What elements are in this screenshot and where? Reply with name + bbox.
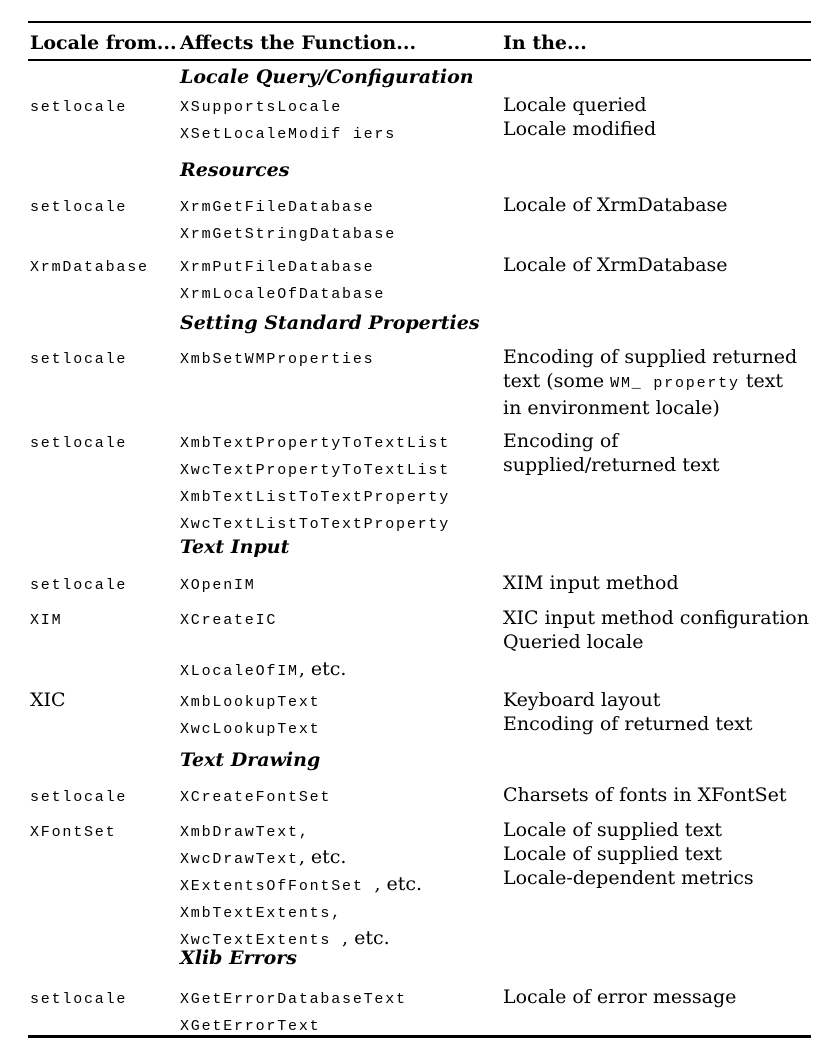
text-line (180, 985, 503, 1012)
text-line (503, 842, 810, 866)
body-text: text (some (503, 370, 611, 392)
code-text: XrmGetFileDatabase (180, 199, 375, 216)
text-line (503, 712, 810, 736)
body-text: , etc. (342, 927, 390, 949)
functions-cell (180, 783, 503, 810)
body-text: supplied/returned text (503, 454, 720, 476)
text-line (30, 985, 180, 1012)
code-text: XmbTextExtents, (180, 905, 343, 922)
code-text: setlocale (30, 99, 128, 116)
code-text: setlocale (30, 789, 128, 806)
text-line (503, 866, 810, 890)
body-text: Locale of supplied text (503, 819, 723, 841)
section-heading: Xlib Errors (180, 947, 297, 969)
text-line (180, 606, 503, 633)
text-line (180, 845, 503, 872)
text-line (503, 571, 810, 595)
code-text: XrmPutFileDatabase (180, 259, 375, 276)
table-row (30, 193, 810, 247)
locale-from-cell (30, 253, 180, 280)
locale-from-cell (30, 606, 180, 633)
section-heading: Setting Standard Properties (180, 312, 480, 334)
text-line (503, 606, 810, 630)
column-header-affects-function: Affects the Function... (180, 32, 417, 54)
locale-from-cell (30, 193, 180, 220)
code-text: XrmDatabase (30, 259, 149, 276)
locale-from-cell (30, 345, 180, 372)
text-line (503, 429, 810, 453)
code-text: XmbSetWMProperties (180, 351, 375, 368)
code-text: XLocaleOfIM (180, 663, 299, 680)
code-text: XOpenIM (180, 577, 256, 594)
code-text: XwcTextExtents (180, 932, 343, 949)
effects-cell (503, 688, 810, 736)
text-line (30, 253, 180, 280)
text-line (30, 345, 180, 372)
body-text: Locale queried (503, 94, 647, 116)
code-text: XIM (30, 612, 63, 629)
text-line (503, 117, 810, 141)
functions-cell (180, 345, 503, 372)
text-line (503, 369, 810, 396)
text-line (180, 510, 503, 537)
code-text: setlocale (30, 991, 128, 1008)
effects-cell (503, 253, 810, 277)
column-header-locale-from: Locale from... (30, 32, 177, 54)
body-text: , etc. (374, 873, 423, 895)
body-text: XIC input method configuration (503, 607, 809, 629)
text-line (503, 985, 810, 1009)
code-text: XwcTextListToTextProperty (180, 516, 451, 533)
body-text: Locale of XrmDatabase (503, 194, 728, 216)
body-text: text (739, 370, 784, 392)
text-line (180, 345, 503, 372)
code-text: XFontSet (30, 824, 117, 841)
text-line (503, 818, 810, 842)
effects-cell (503, 571, 810, 595)
text-line (503, 345, 810, 369)
text-line (180, 220, 503, 247)
section-heading: Resources (180, 159, 290, 181)
functions-cell (180, 571, 503, 598)
code-text: XwcTextPropertyToTextList (180, 462, 451, 479)
text-line (30, 606, 180, 633)
code-text: XSupportsLocale (180, 99, 343, 116)
code-text: XExtentsOfFontSet (180, 878, 375, 895)
functions-cell (180, 93, 503, 147)
section-heading: Text Input (180, 536, 290, 558)
text-line (180, 571, 503, 598)
body-text: Encoding of (503, 430, 619, 452)
column-header-in-the: In the... (503, 32, 587, 54)
text-line (503, 193, 810, 217)
code-text: XCreateIC (180, 612, 278, 629)
effects-cell (503, 818, 810, 890)
text-line (30, 688, 180, 712)
body-text: Queried locale (503, 631, 644, 653)
text-line (180, 253, 503, 280)
functions-cell (180, 253, 503, 307)
body-text: Encoding of supplied returned (503, 346, 798, 368)
body-text: in environment locale) (503, 397, 720, 419)
effects-cell (503, 606, 810, 654)
code-text: XGetErrorText (180, 1018, 321, 1035)
locale-from-cell (30, 688, 180, 712)
locale-from-cell (30, 985, 180, 1012)
locale-from-cell (30, 93, 180, 120)
text-line (180, 429, 503, 456)
code-text: XmbLookupText (180, 694, 321, 711)
code-text: setlocale (30, 435, 128, 452)
table-row (30, 818, 810, 953)
text-line (180, 657, 503, 684)
functions-cell (180, 688, 503, 742)
table-header-row (30, 31, 810, 55)
section-heading: Locale Query/Configuration (180, 66, 474, 88)
body-text: Locale modified (503, 118, 657, 140)
effects-cell (503, 345, 810, 420)
code-text: XmbTextListToTextProperty (180, 489, 451, 506)
text-line (503, 783, 810, 807)
effects-cell (503, 429, 810, 477)
text-line (30, 818, 180, 845)
effects-cell (503, 783, 810, 807)
text-line (180, 456, 503, 483)
text-line (503, 253, 810, 277)
code-text: XrmLocaleOfDatabase (180, 286, 386, 303)
body-text: XIM input method (503, 572, 679, 594)
body-text: , etc. (298, 846, 347, 868)
effects-cell (503, 193, 810, 217)
text-line (503, 93, 810, 117)
body-text: Locale of error message (503, 986, 737, 1008)
table-bottom-rule (28, 1035, 811, 1038)
text-line (180, 193, 503, 220)
text-line (30, 783, 180, 810)
locale-from-cell (30, 429, 180, 456)
code-text: XCreateFontSet (180, 789, 332, 806)
body-text: XIC (30, 689, 66, 711)
code-text: WM_ property (610, 375, 740, 392)
text-line (180, 872, 503, 899)
table-row (30, 783, 810, 810)
text-line (180, 93, 503, 120)
text-line (180, 715, 503, 742)
body-text: Keyboard layout (503, 689, 661, 711)
functions-cell (180, 193, 503, 247)
text-line (180, 783, 503, 810)
table-row (30, 688, 810, 742)
text-line (30, 93, 180, 120)
text-line (503, 453, 810, 477)
body-text: Locale-dependent metrics (503, 867, 754, 889)
text-line (180, 280, 503, 307)
effects-cell (503, 93, 810, 141)
code-text: XGetErrorDatabaseText (180, 991, 407, 1008)
text-line (30, 429, 180, 456)
functions-cell (180, 429, 503, 537)
text-line (180, 120, 503, 147)
text-line (180, 633, 503, 657)
code-text: setlocale (30, 351, 128, 368)
locale-from-cell (30, 818, 180, 845)
text-line (503, 688, 810, 712)
effects-cell (503, 985, 810, 1009)
code-text: XwcDrawText (180, 851, 299, 868)
text-line (180, 818, 503, 845)
section-heading: Text Drawing (180, 749, 321, 771)
text-line (180, 899, 503, 926)
body-text: Locale of supplied text (503, 843, 723, 865)
code-text: setlocale (30, 577, 128, 594)
table-row (30, 985, 810, 1039)
code-text: XSetLocaleModif iers (180, 126, 397, 143)
table-row (30, 571, 810, 598)
locale-from-cell (30, 571, 180, 598)
body-text: Locale of XrmDatabase (503, 254, 728, 276)
functions-cell (180, 818, 503, 953)
text-line (30, 571, 180, 598)
table-row (30, 93, 810, 147)
body-text: Charsets of fonts in XFontSet (503, 784, 787, 806)
table-row (30, 345, 810, 420)
text-line (503, 630, 810, 654)
table-top-rule (28, 21, 811, 23)
text-line (180, 483, 503, 510)
header-divider-rule (28, 59, 811, 61)
functions-cell (180, 985, 503, 1039)
locale-from-cell (30, 783, 180, 810)
text-line (30, 193, 180, 220)
table-row (30, 429, 810, 537)
functions-cell (180, 606, 503, 684)
body-text: , etc. (298, 658, 347, 680)
table-row (30, 606, 810, 684)
code-text: XwcLookupText (180, 721, 321, 738)
text-line (180, 688, 503, 715)
text-line (503, 396, 810, 420)
table-row (30, 253, 810, 307)
code-text: XrmGetStringDatabase (180, 226, 397, 243)
code-text: XmbDrawText, (180, 824, 310, 841)
code-text: XmbTextPropertyToTextList (180, 435, 451, 452)
code-text: setlocale (30, 199, 128, 216)
body-text: Encoding of returned text (503, 713, 753, 735)
